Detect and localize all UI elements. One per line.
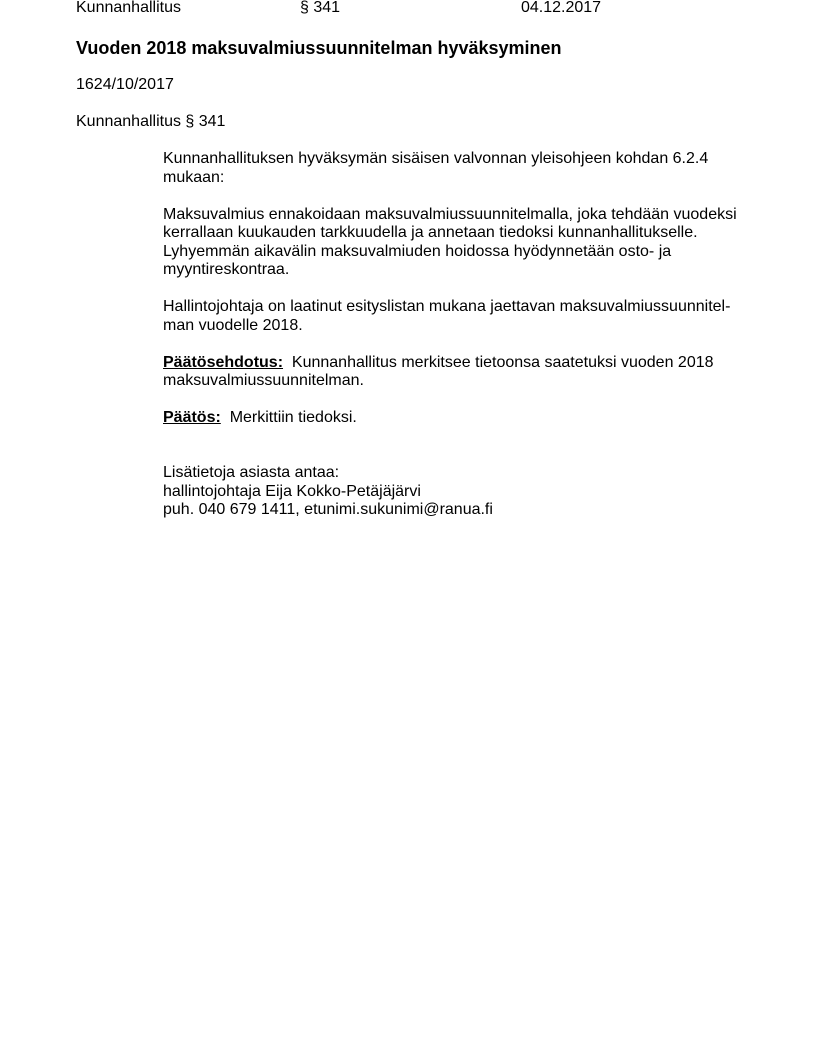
- proposal-paragraph: [163, 354, 753, 391]
- body-paragraph-1-line-2: mukaan:: [163, 168, 225, 186]
- proposal-label: Päätösehdotus:: [163, 353, 284, 371]
- contact-info: [163, 464, 493, 520]
- body-paragraph-2-line-2: kerrallaan kuukauden tarkkuudella ja annetaan tiedoksi kunnanhallitukselle.: [163, 224, 698, 241]
- contact-person: hallintojohtaja Eija Kokko-Petäjäjärvi: [163, 482, 421, 500]
- body-paragraph-2: [163, 206, 753, 280]
- section-reference: Kunnanhallitus § 341: [76, 113, 226, 130]
- proposal-text-line-1: Kunnanhallitus merkitsee tietoonsa saatetuksi vuoden 2018: [291, 353, 714, 371]
- proposal-text-line-2: maksuvalmiussuunnitelman.: [163, 372, 364, 389]
- decision-text: Merkittiin tiedoksi.: [229, 409, 357, 426]
- document-number: 1624/10/2017: [76, 76, 174, 93]
- body-paragraph-3-line-1: Hallintojohtaja on laatinut esityslistan mukana jaettavan maksuvalmiussuunnitel-: [163, 298, 731, 315]
- header-organization: Kunnanhallitus: [76, 0, 181, 16]
- body-paragraph-2-line-1: Maksuvalmius ennakoidaan maksuvalmiussuunnitelmalla, joka tehdään vuodeksi: [163, 205, 737, 223]
- document-body: [163, 150, 753, 446]
- contact-phone-email: puh. 040 679 1411, etunimi.sukunimi@ranua.fi: [163, 501, 493, 518]
- body-paragraph-2-line-3: Lyhyemmän aikavälin maksuvalmiuden hoidossa hyödynnetään osto- ja: [163, 242, 672, 260]
- decision-label: Päätös:: [163, 409, 221, 426]
- header-date: 04.12.2017: [521, 0, 602, 16]
- page-header: [0, 0, 816, 18]
- body-paragraph-3: [163, 298, 753, 335]
- body-paragraph-3-line-2: man vuodelle 2018.: [163, 316, 303, 334]
- decision-paragraph: [163, 409, 753, 428]
- body-paragraph-1-line-1: Kunnanhallituksen hyväksymän sisäisen valvonnan yleisohjeen kohdan 6.2.4: [163, 150, 709, 167]
- body-paragraph-2-line-4: myyntireskontraa.: [163, 261, 290, 278]
- body-paragraph-1: [163, 150, 753, 187]
- header-paragraph: § 341: [300, 0, 341, 16]
- contact-intro: Lisätietoja asiasta antaa:: [163, 464, 340, 481]
- document-title: Vuoden 2018 maksuvalmiussuunnitelman hyväksyminen: [76, 38, 562, 58]
